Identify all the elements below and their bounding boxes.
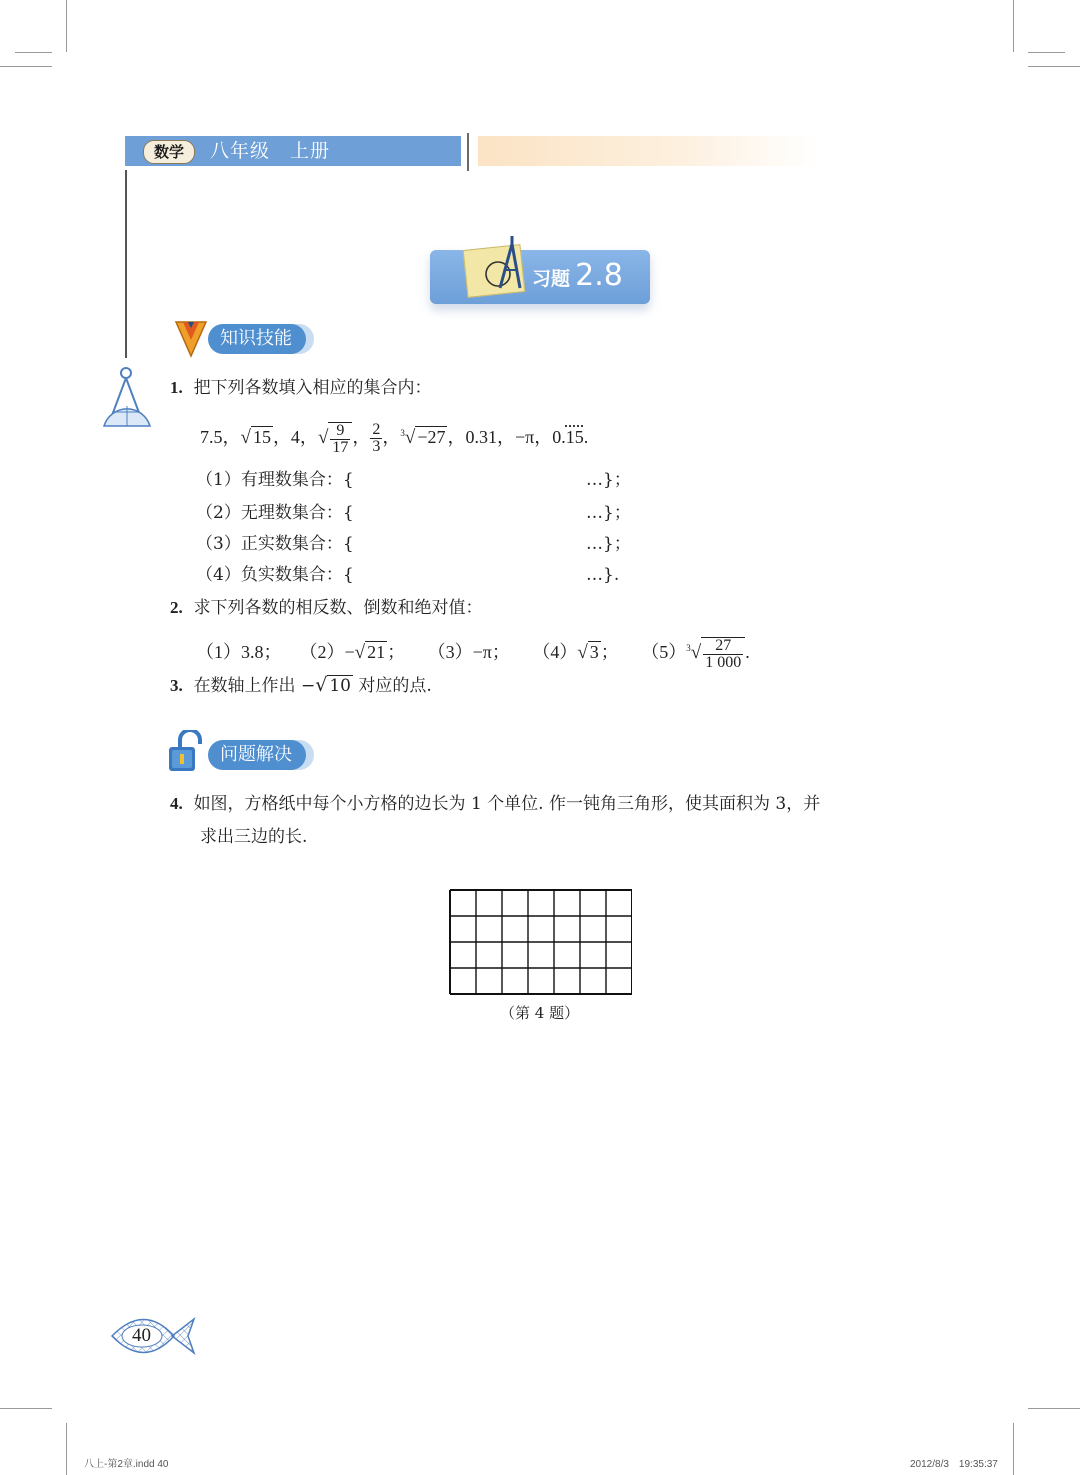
compass-icon [480, 230, 528, 296]
page-number: 40 [132, 1325, 151, 1346]
pencil-tip-icon [174, 318, 208, 358]
set-3-label: （3）正实数集合：{ [196, 534, 354, 554]
section-knowledge-skills: 知识技能 [208, 324, 306, 354]
crop-mark [1028, 66, 1080, 67]
part-5: $(5)^3√$ $\frac{27}{1 000}$ . [641, 636, 750, 671]
part-2: （2）−√ 21 ； [299, 642, 406, 663]
fraction-9-17: $\frac{9}{17}$ [328, 422, 352, 456]
set-2-label: （2）无理数集合：{ [196, 503, 354, 523]
exercise-number: 2.8 [575, 258, 623, 293]
fraction-2-3: $\frac{2}{3}$ [372, 421, 381, 456]
crop-mark [66, 1423, 67, 1475]
set-3-end: …}； [586, 534, 631, 554]
number-list: ，0.31，−π，0. [447, 427, 566, 447]
number-4: ，4， [272, 427, 318, 447]
question-3: 3. 在数轴上作出 −√ 10 对应的点. [170, 674, 432, 696]
grade-title: 八年级 上册 [210, 140, 331, 162]
padlock-icon [166, 730, 208, 774]
crop-mark [0, 1408, 52, 1409]
crop-mark [1028, 52, 1065, 53]
drafting-compass-icon [100, 366, 154, 430]
repeating-decimal: 15 [565, 427, 584, 447]
question-text: 求下列各数的相反数、倒数和绝对值： [193, 598, 483, 618]
print-slug-file: 八上-第2章.indd 40 [84, 1459, 169, 1470]
square-grid-figure [448, 888, 632, 996]
section-problem-solving: 问题解决 [208, 740, 306, 770]
subject-badge: 数学 [143, 140, 195, 164]
header-divider [467, 133, 469, 171]
cube-root-sign: √ [404, 427, 416, 448]
question-number: 4. [170, 794, 183, 813]
radicand: 15 [252, 427, 271, 447]
question-1-numbers: 7.5，√ 15 ，4，√ $\frac{9}{17}$ ， $\frac{2}{3}$ ，$^3$√ −27 ，0.31，−π，0.15. [200, 421, 589, 456]
question-2-parts [196, 628, 750, 673]
crop-mark [0, 66, 52, 67]
question-number: 3. [170, 676, 183, 695]
radicand: −27 [417, 427, 446, 447]
set-1-label: （1）有理数集合：{ [196, 470, 354, 490]
question-text: 把下列各数填入相应的集合内： [193, 378, 432, 398]
exercise-label: 习题 [532, 268, 571, 290]
part-3: （3）−π； [427, 642, 510, 662]
crop-mark [15, 52, 52, 53]
exercise-title [532, 256, 623, 300]
part-4: （4）√ 3 ； [532, 642, 619, 663]
number-7-5: 7.5， [200, 427, 241, 447]
print-slug-date: 2012/8/3 19:35:37 [910, 1459, 998, 1470]
crop-mark [1013, 0, 1014, 52]
header-fade-band [478, 136, 818, 166]
set-1-end: …}； [586, 470, 631, 490]
figure-caption: （第 4 题） [500, 1004, 580, 1022]
question-4-line-2: 求出三边的长. [200, 827, 308, 847]
question-1-prompt [170, 375, 432, 401]
question-number: 2. [170, 598, 183, 617]
question-number: 1. [170, 378, 183, 397]
crop-mark [1013, 1423, 1014, 1475]
crop-mark [66, 0, 67, 52]
set-2-end: …}； [586, 503, 631, 523]
radical-sign: √ [240, 427, 251, 448]
radical-sign: √ [317, 427, 329, 448]
part-1: （1）3.8； [196, 642, 282, 662]
margin-rule [125, 170, 127, 358]
set-4-label: （4）负实数集合：{ [196, 565, 354, 585]
set-4-end: …}. [586, 565, 620, 585]
question-4-line-1: 4. 如图，方格纸中每个小方格的边长为 1 个单位. 作一钝角三角形，使其面积为 3，并 [170, 794, 821, 814]
crop-mark [1028, 1408, 1080, 1409]
fish-page-badge-icon [108, 1305, 198, 1367]
question-2-prompt [170, 595, 483, 621]
